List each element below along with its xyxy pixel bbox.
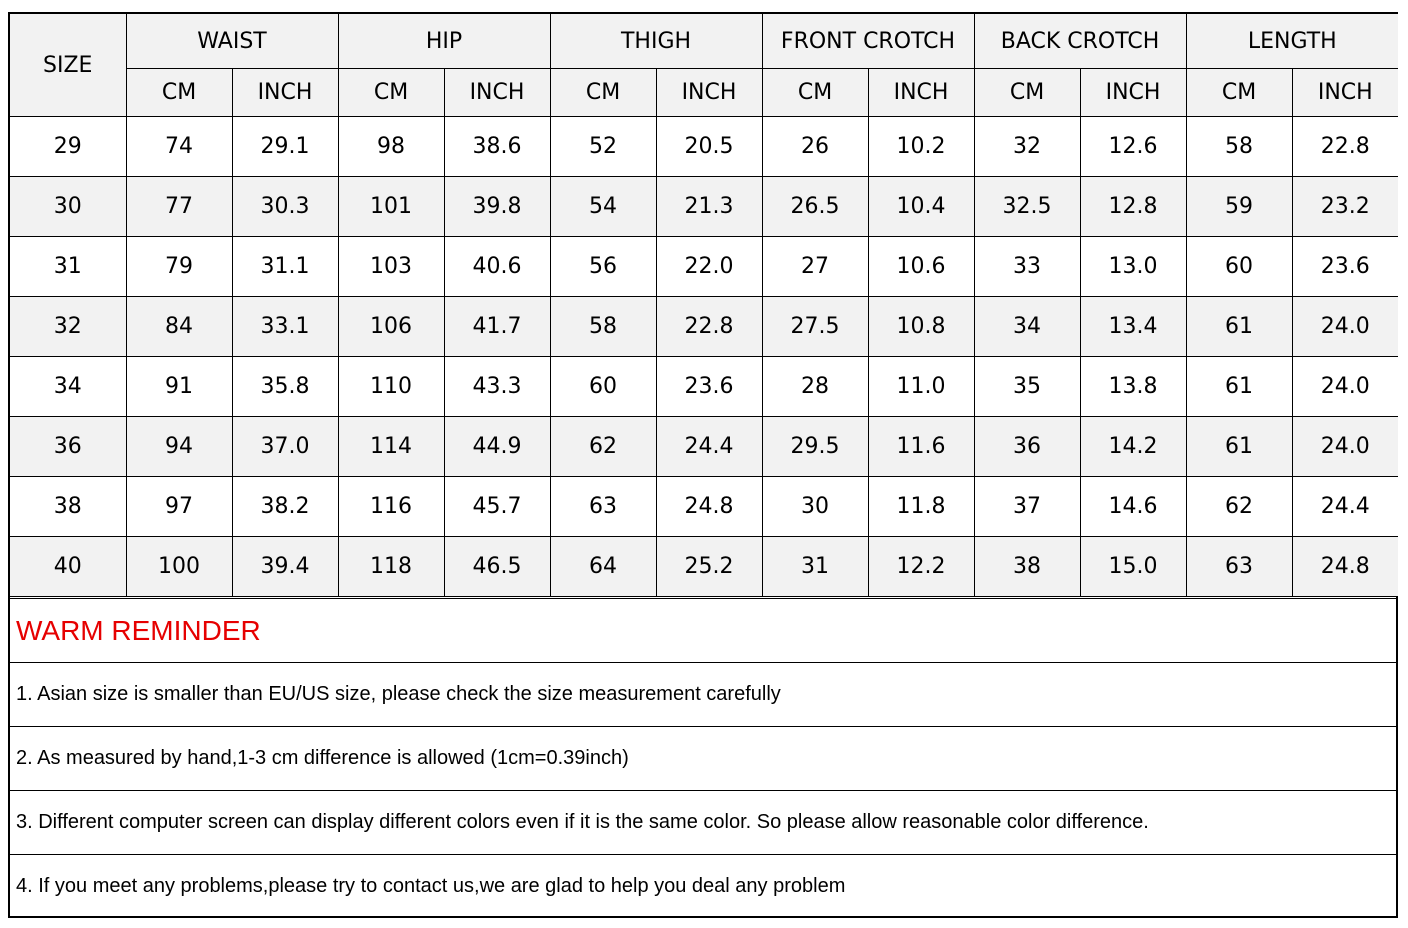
unit-inch: INCH [1292,69,1398,117]
table-row [10,477,1398,537]
measurement-cell: 39.8 [444,177,550,237]
size-rows [10,117,1398,597]
header-size: SIZE [10,14,126,117]
size-cell: 40 [10,537,126,597]
measurement-cell: 59 [1186,177,1292,237]
measurement-cell: 10.4 [868,177,974,237]
reminder-text: 2. As measured by hand,1-3 cm difference is allowed (1cm=0.39inch) [16,747,629,769]
measurement-cell: 61 [1186,417,1292,477]
reminder-line-4 [10,854,1398,918]
measurement-cell: 24.4 [656,417,762,477]
measurement-cell: 22.8 [1292,117,1398,177]
unit-cm: CM [762,69,868,117]
table-row [10,177,1398,237]
measurement-cell: 24.8 [1292,537,1398,597]
measurement-cell: 29.1 [232,117,338,177]
measurement-cell: 28 [762,357,868,417]
measurement-cell: 12.8 [1080,177,1186,237]
table-row [10,237,1398,297]
measurement-cell: 77 [126,177,232,237]
measurement-cell: 60 [550,357,656,417]
measurement-cell: 63 [1186,537,1292,597]
measurement-cell: 33.1 [232,297,338,357]
measurement-cell: 46.5 [444,537,550,597]
measurement-cell: 116 [338,477,444,537]
header-hip: HIP [338,14,550,69]
size-cell: 29 [10,117,126,177]
measurement-cell: 13.8 [1080,357,1186,417]
measurement-cell: 58 [550,297,656,357]
measurement-cell: 10.6 [868,237,974,297]
measurement-cell: 34 [974,297,1080,357]
measurement-cell: 84 [126,297,232,357]
reminder-text: 4. If you meet any problems,please try to contact us,we are glad to help you deal any problem [16,875,846,897]
measurement-cell: 13.0 [1080,237,1186,297]
measurement-cell: 64 [550,537,656,597]
measurement-cell: 98 [338,117,444,177]
table-row [10,297,1398,357]
measurement-cell: 30 [762,477,868,537]
measurement-cell: 62 [1186,477,1292,537]
measurement-cell: 110 [338,357,444,417]
measurement-cell: 32 [974,117,1080,177]
measurement-cell: 32.5 [974,177,1080,237]
measurement-cell: 38.6 [444,117,550,177]
measurement-cell: 100 [126,537,232,597]
measurement-cell: 27 [762,237,868,297]
measurement-cell: 10.8 [868,297,974,357]
measurement-cell: 33 [974,237,1080,297]
measurement-cell: 11.0 [868,357,974,417]
header-length: LENGTH [1186,14,1398,69]
measurement-cell: 106 [338,297,444,357]
measurement-cell: 36 [974,417,1080,477]
reminder-line-1 [10,662,1398,726]
measurement-cell: 38 [974,537,1080,597]
measurement-cell: 10.2 [868,117,974,177]
measurement-cell: 94 [126,417,232,477]
header-waist: WAIST [126,14,338,69]
reminder-text: 3. Different computer screen can display different colors even if it is the same color. So please allow reasonable color difference. [16,811,1149,833]
measurement-cell: 35 [974,357,1080,417]
size-cell: 31 [10,237,126,297]
measurement-cell: 54 [550,177,656,237]
measurement-cell: 12.6 [1080,117,1186,177]
measurement-cell: 20.5 [656,117,762,177]
measurement-cell: 26 [762,117,868,177]
measurement-cell: 114 [338,417,444,477]
unit-cm: CM [1186,69,1292,117]
size-cell: 34 [10,357,126,417]
measurement-cell: 74 [126,117,232,177]
table-row [10,417,1398,477]
measurement-cell: 15.0 [1080,537,1186,597]
measurement-cell: 21.3 [656,177,762,237]
header-back-crotch: BACK CROTCH [974,14,1186,69]
measurement-cell: 45.7 [444,477,550,537]
measurement-cell: 118 [338,537,444,597]
measurement-cell: 58 [1186,117,1292,177]
measurement-cell: 60 [1186,237,1292,297]
measurement-cell: 24.8 [656,477,762,537]
measurement-cell: 24.0 [1292,417,1398,477]
measurement-cell: 11.8 [868,477,974,537]
measurement-cell: 103 [338,237,444,297]
reminder-title: WARM REMINDER [16,614,261,646]
measurement-cell: 63 [550,477,656,537]
measurement-cell: 24.4 [1292,477,1398,537]
measurement-cell: 29.5 [762,417,868,477]
header-row-units [10,69,1398,117]
unit-inch: INCH [444,69,550,117]
unit-cm: CM [338,69,444,117]
unit-inch: INCH [656,69,762,117]
size-cell: 32 [10,297,126,357]
measurement-cell: 44.9 [444,417,550,477]
measurement-cell: 27.5 [762,297,868,357]
measurement-cell: 14.6 [1080,477,1186,537]
measurement-cell: 24.0 [1292,297,1398,357]
measurement-cell: 37.0 [232,417,338,477]
measurement-cell: 31.1 [232,237,338,297]
unit-cm: CM [974,69,1080,117]
reminder-title-row [10,598,1398,662]
unit-inch: INCH [1080,69,1186,117]
header-thigh: THIGH [550,14,762,69]
measurement-cell: 79 [126,237,232,297]
measurement-cell: 14.2 [1080,417,1186,477]
measurement-cell: 37 [974,477,1080,537]
measurement-cell: 52 [550,117,656,177]
measurement-cell: 62 [550,417,656,477]
unit-inch: INCH [868,69,974,117]
measurement-cell: 24.0 [1292,357,1398,417]
measurement-cell: 40.6 [444,237,550,297]
measurement-cell: 23.6 [656,357,762,417]
measurement-cell: 35.8 [232,357,338,417]
table-row [10,357,1398,417]
size-cell: 30 [10,177,126,237]
size-cell: 36 [10,417,126,477]
measurement-cell: 38.2 [232,477,338,537]
measurement-cell: 25.2 [656,537,762,597]
header-front-crotch: FRONT CROTCH [762,14,974,69]
measurement-cell: 101 [338,177,444,237]
measurement-cell: 23.6 [1292,237,1398,297]
measurement-cell: 22.8 [656,297,762,357]
measurement-cell: 61 [1186,357,1292,417]
measurement-cell: 61 [1186,297,1292,357]
measurement-cell: 12.2 [868,537,974,597]
header-row-groups [10,14,1398,69]
reminder-text: 1. Asian size is smaller than EU/US size, please check the size measurement carefully [16,683,781,705]
measurement-cell: 39.4 [232,537,338,597]
table-row [10,537,1398,597]
table-row [10,117,1398,177]
measurement-cell: 23.2 [1292,177,1398,237]
unit-cm: CM [126,69,232,117]
size-table [10,14,1398,597]
reminder-line-2 [10,726,1398,790]
measurement-cell: 31 [762,537,868,597]
measurement-cell: 13.4 [1080,297,1186,357]
measurement-cell: 97 [126,477,232,537]
measurement-cell: 41.7 [444,297,550,357]
measurement-cell: 11.6 [868,417,974,477]
measurement-cell: 43.3 [444,357,550,417]
measurement-cell: 91 [126,357,232,417]
size-cell: 38 [10,477,126,537]
measurement-cell: 56 [550,237,656,297]
unit-inch: INCH [232,69,338,117]
size-chart [8,12,1398,918]
reminder-line-3 [10,790,1398,854]
measurement-cell: 22.0 [656,237,762,297]
measurement-cell: 30.3 [232,177,338,237]
measurement-cell: 26.5 [762,177,868,237]
unit-cm: CM [550,69,656,117]
